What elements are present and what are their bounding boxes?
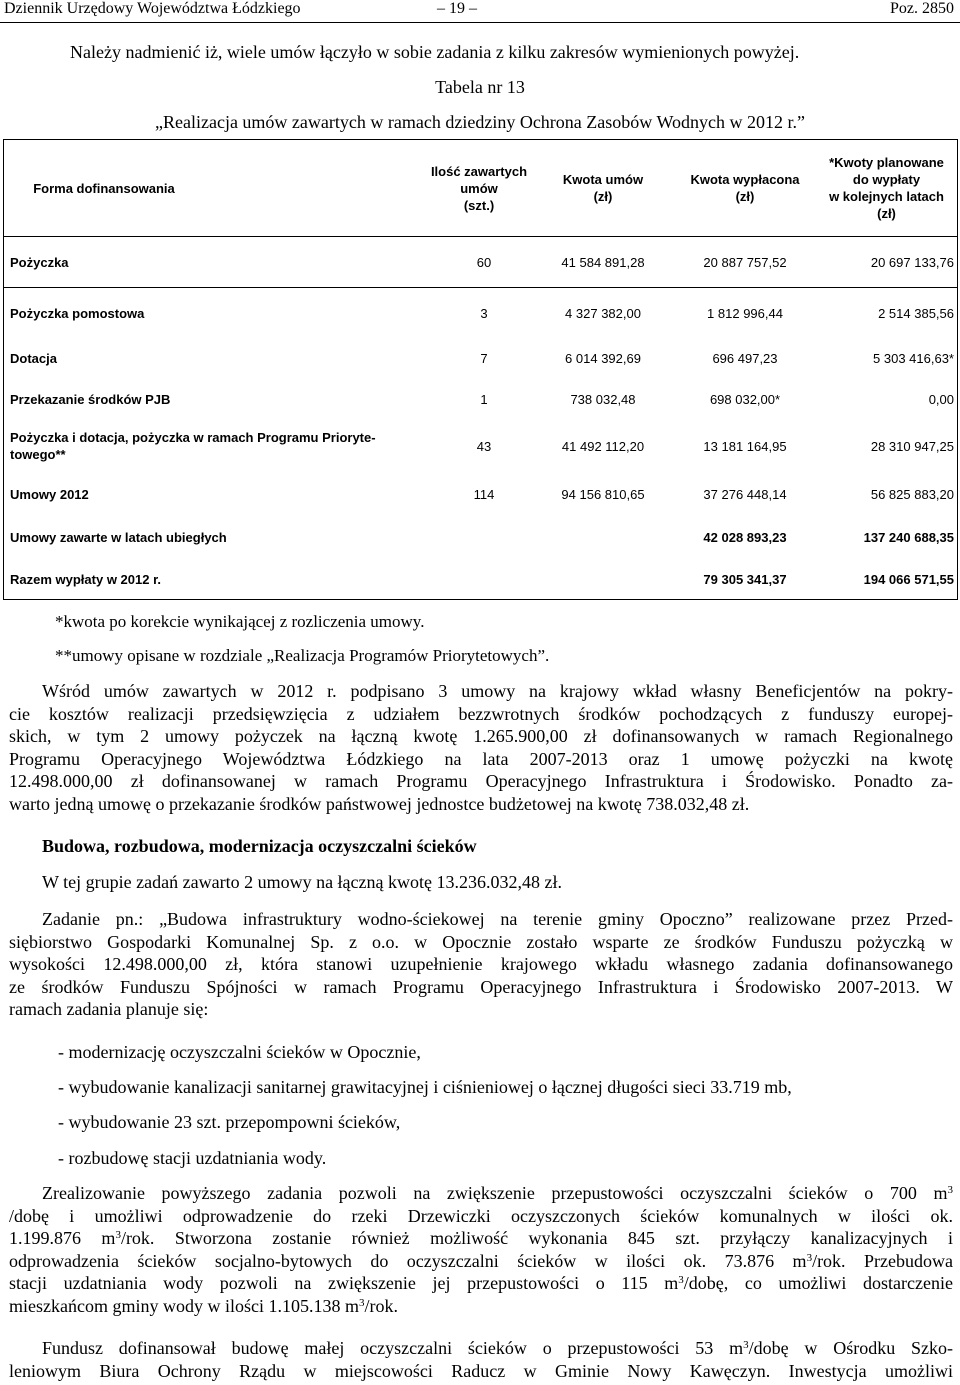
journal-title: Dziennik Urzędowy Województwa Łódzkiego (4, 0, 301, 17)
table-row: Pożyczka 60 41 584 891,28 20 887 757,52 20 697 133,76 (4, 237, 957, 288)
header-rule (0, 22, 960, 23)
footnote-programs: **umowy opisane w rozdziale „Realizacja Programów Priorytetowych”. (55, 646, 550, 665)
table-row: Umowy zawarte w latach ubiegłych 42 028 893,23 137 240 688,35 (10, 529, 954, 545)
header-planowane: *Kwoty planowane do wypłaty w kolejnych latach (zł) (829, 155, 944, 221)
header-ilosc: Ilość zawartych umów (szt.) (430, 163, 528, 213)
position-number: Poz. 2850 (890, 0, 954, 17)
table-row: Przekazanie środków PJB 1 738 032,48 698 032,00* 0,00 (10, 391, 954, 407)
list-item: - wybudowanie kanalizacji sanitarnej grawitacyjnej i ciśnieniowej o łącznej długości sieci 33.719 mb, (58, 1077, 792, 1097)
table-row: Pożyczka pomostowa 3 4 327 382,00 1 812 996,44 2 514 385,56 (10, 305, 954, 321)
list-item: - modernizację oczyszczalni ścieków w Opocznie, (58, 1042, 421, 1062)
table-row: Pożyczka i dotacja, pożyczka w ramach Programu Prioryte- towego** 43 41 492 112,20 13 181 164,95 28 310 947,25 (10, 430, 954, 462)
table-row: Dotacja 7 6 014 392,69 696 497,23 5 303 416,63* (10, 350, 954, 366)
paragraph-own-contribution: Wśród umów zawartych w 2012 r. podpisano 3 umowy na krajowy wkład własny Beneficjentów na pokry- cie kosztów realizacji przedsięwzięcia z udziałem bezzwrotnych środków pochodzących z funduszy europej- skich, w tym 2 umowy pożyczek na łączną kwotę 1.265.900,00 zł dofinansowanych w ramach Regionalnego Programu Operacyjnego Województwa Łódzkiego na lata 2007-2013 oraz 1 umowę pożyczki na kwotę 12.498.000,00 zł dofinansowanej w ramach Programu Operacyjnego Infrastruktura i Środowisko. Ponadto za- warto jedną umowę o przekazanie środków państwowej jednostce budżetowej na kwotę 738.032,48 zł. (9, 681, 953, 814)
paragraph-opoczno-task: Zadanie pn.: „Budowa infrastruktury wodno-ściekowej na terenie gminy Opoczno” realizowane przez Przed- siębiorstwo Gospodarki Komunalnej Sp. z o.o. w Opocznie zostało wsparte ze środków Funduszu pożyczką w wysokości 12.498.000,00 zł, która stanowi uzupełnienie krajowego wkładu własnego zadania dofinansowanego ze środków Funduszu Spójności w ramach Programu Operacyjnego Infrastruktura i Środowisko 2007-2013. W ramach zadania planuje się: (9, 909, 953, 1019)
footnote-correction: *kwota po korekcie wynikającej z rozliczenia umowy. (55, 612, 425, 631)
table-caption: „Realizacja umów zawartych w ramach dziedziny Ochrona Zasobów Wodnych w 2012 r.” (155, 112, 805, 132)
table-number: Tabela nr 13 (435, 77, 525, 97)
paragraph-small-plant: Fundusz dofinansował budowę małej oczyszczalni ścieków o przepustowości 53 $m^3$/dobę w Ośrodku Szko- leniowym Biura Ochrony Rządu w miejscowości Raducz w Gminie Nowy Kawęczyn. Inwestycja umożliwi (9, 1338, 954, 1381)
group-summary: W tej grupie zadań zawarto 2 umowy na łączną kwotę 13.236.032,48 zł. (42, 872, 562, 892)
intro-text: Należy nadmienić iż, wiele umów łączyło w sobie zadania z kilku zakresów wymienionych powyżej. (70, 42, 800, 62)
paragraph-capacity: Zrealizowanie powyższego zadania pozwoli na zwiększenie przepustowości oczyszczalni ścieków o 700 $m^3$ /dobę i umożliwi odprowadzenie do rzeki Drzewiczki oczyszczonych ścieków komunalnych w ilości ok. 1.199.876 $m^3$/rok. Stworzona zostanie również możliwość wykonania 845 szt. przyłączy kanalizacyjnych i odprowadzenia ścieków socjalno-bytowych do oczyszczalni ścieków w ilości ok. 73.876 $m^3$/rok. Przebudowa stacji uzdatniania wody pozwoli na zwiększenie jej przepustowości o 115 $m^3$/dobę, co umożliwi dostarczenie mieszkańcom gminy wody w ilości 1.105.138 $m^3$/rok. (9, 1183, 954, 1316)
page-number: – 19 – (437, 0, 477, 17)
page-header (0, 0, 960, 24)
header-kwota: Kwota umów (zł) (562, 172, 644, 204)
table-header-row (4, 140, 957, 237)
list-item: - wybudowanie 23 szt. przepompowni ścieków, (58, 1112, 401, 1132)
header-forma: Forma dofinansowania (33, 180, 175, 196)
section-heading: Budowa, rozbudowa, modernizacja oczyszczalni ścieków (42, 836, 477, 856)
list-item: - rozbudowę stacji uzdatniania wody. (58, 1148, 327, 1168)
table-row: Umowy 2012 114 94 156 810,65 37 276 448,14 56 825 883,20 (10, 486, 954, 502)
table-row: Razem wypłaty w 2012 r. 79 305 341,37 194 066 571,55 (10, 571, 954, 587)
header-wyplacona: Kwota wypłacona (zł) (690, 172, 800, 204)
financing-table (3, 139, 958, 600)
